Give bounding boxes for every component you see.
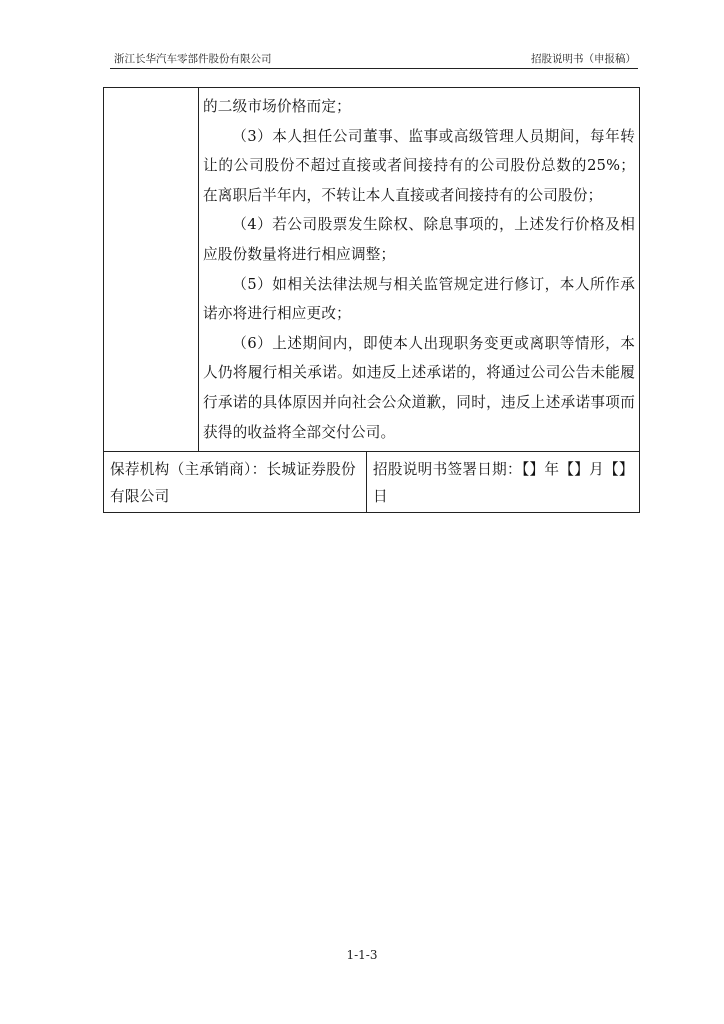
signing-date-cell — [367, 452, 639, 512]
signing-date-text: 招股说明书签署日期：【】年【】月【】日 — [373, 461, 627, 506]
page-header — [110, 48, 638, 69]
commitment-paragraph: （3）本人担任公司董事、监事或高级管理人员期间，每年转让的公司股份不超过直接或者间接持有的公司股份总数的25%；在离职后半年内，不转让本人直接或者间接持有的公司股份； — [203, 127, 635, 204]
info-table — [103, 87, 640, 513]
commitment-paragraph: （6）上述期间内，即使本人出现职务变更或离职等情形，本人仍将履行相关承诺。如违反上述承诺的，将通过公司公告未能履行承诺的具体原因并向社会公众道歉，同时，违反上述承诺事项而获得的收益将全部交付公司。 — [203, 334, 635, 441]
commitment-content-cell — [105, 88, 639, 451]
commitment-paragraph: （4）若公司股票发生除权、除息事项的，上述发行价格及相应股份数量将进行相应调整； — [203, 216, 635, 263]
commitment-paragraph: 的二级市场价格而定； — [203, 98, 351, 115]
header-company-name: 浙江长华汽车零部件股份有限公司 — [114, 53, 272, 65]
header-document-type: 招股说明书（申报稿） — [531, 53, 636, 65]
sponsor-text: 保荐机构（主承销商）：长城证券股份有限公司 — [110, 461, 356, 506]
sponsor-cell — [104, 452, 367, 512]
commitment-row — [104, 88, 639, 452]
commitment-paragraph: （5）如相关法律法规与相关监管规定进行修订，本人所作承诺亦将进行相应更改； — [203, 275, 635, 323]
info-row — [104, 452, 639, 512]
commitment-text — [203, 92, 635, 447]
page-number: 1-1-3 — [346, 948, 378, 962]
